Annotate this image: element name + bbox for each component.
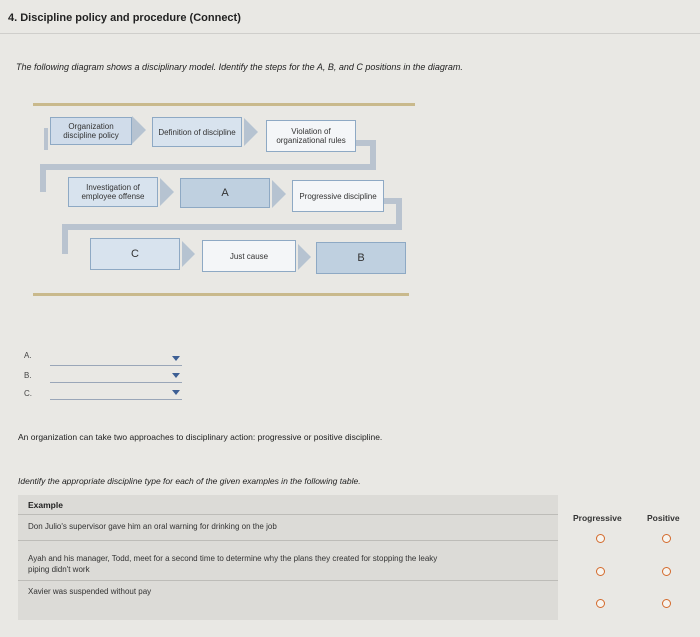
title-divider — [0, 33, 700, 34]
box-investigation — [68, 177, 158, 207]
table-row: Don Julio's supervisor gave him an oral warning for drinking on the job — [28, 522, 277, 531]
answer-label-b: B. — [24, 371, 32, 380]
chevron-right-icon — [182, 241, 195, 267]
table-row: piping didn't work — [28, 565, 90, 574]
answer-label-a: A. — [24, 351, 32, 360]
diagram-top-rule — [33, 103, 415, 106]
chevron-right-icon — [272, 180, 286, 208]
table-instruction: Identify the appropriate discipline type for each of the given examples in the following table. — [18, 476, 361, 486]
box-definition-discipline — [152, 117, 242, 147]
chevron-right-icon — [244, 118, 258, 146]
dropdown-a[interactable] — [50, 353, 182, 366]
radio-row1-progressive[interactable] — [596, 534, 605, 543]
box-just-cause — [202, 240, 296, 272]
table-row: Xavier was suspended without pay — [28, 587, 152, 596]
answer-label-c: C. — [24, 389, 32, 398]
column-progressive: Progressive — [573, 513, 622, 523]
box-label: Violation of organizational rules — [276, 127, 346, 145]
chevron-right-icon — [160, 178, 174, 206]
connector — [40, 164, 376, 170]
column-positive: Positive — [647, 513, 680, 523]
box-label: A — [221, 186, 229, 199]
connector — [62, 224, 68, 254]
chevron-right-icon — [298, 244, 311, 270]
box-position-a — [180, 178, 270, 208]
box-label: B — [357, 251, 365, 264]
table-row: Ayah and his manager, Todd, meet for a second time to determine why the plans they created for stopping the leaky — [28, 554, 438, 563]
connector — [62, 224, 402, 230]
box-label: Investigation of employee offense — [81, 183, 145, 201]
box-progressive-discipline — [292, 180, 384, 212]
box-violation-rules — [266, 120, 356, 152]
table-divider — [18, 540, 558, 541]
diagram-bottom-rule — [33, 293, 409, 296]
chevron-right-icon — [132, 116, 146, 144]
dropdown-b[interactable] — [50, 370, 182, 383]
table-header-example: Example — [28, 500, 63, 510]
radio-row2-positive[interactable] — [662, 567, 671, 576]
table-divider — [18, 514, 558, 515]
radio-row3-positive[interactable] — [662, 599, 671, 608]
dropdown-c[interactable] — [50, 387, 182, 400]
chevron-down-icon — [172, 373, 180, 378]
connector — [40, 164, 46, 192]
question-title: 4. Discipline policy and procedure (Connect) — [8, 12, 241, 24]
radio-row2-progressive[interactable] — [596, 567, 605, 576]
box-label: Progressive discipline — [299, 191, 377, 201]
box-organization-policy — [50, 117, 132, 145]
radio-row1-positive[interactable] — [662, 534, 671, 543]
chevron-down-icon — [172, 356, 180, 361]
box-position-c — [90, 238, 180, 270]
approach-intro: An organization can take two approaches to disciplinary action: progressive or positive discipline. — [18, 432, 383, 442]
chevron-down-icon — [172, 390, 180, 395]
box-label: Just cause — [229, 251, 269, 261]
box-label: Definition of discipline — [158, 127, 236, 137]
box-label: C — [131, 247, 139, 260]
table-divider — [18, 580, 558, 581]
diagram-instruction: The following diagram shows a disciplinary model. Identify the steps for the A, B, and C positions in the diagram. — [16, 62, 463, 72]
box-position-b — [316, 242, 406, 274]
connector — [44, 128, 48, 150]
box-label: Organization discipline policy — [63, 122, 119, 140]
radio-row3-progressive[interactable] — [596, 599, 605, 608]
